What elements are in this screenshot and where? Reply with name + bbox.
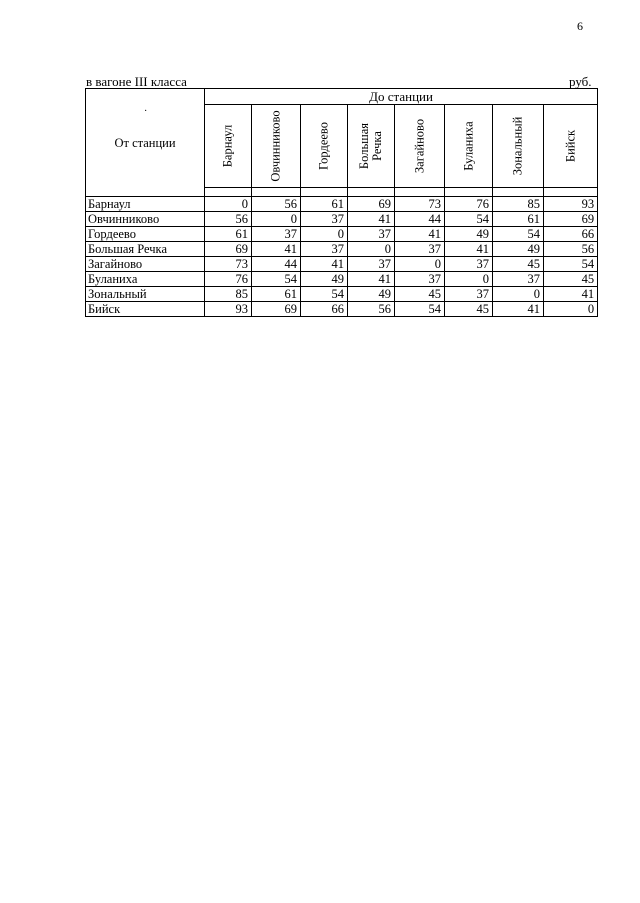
fare-cell: 37 <box>301 212 348 227</box>
fare-cell: 41 <box>301 257 348 272</box>
column-header-label: Большая Речка <box>357 122 384 170</box>
fare-cell: 41 <box>395 227 445 242</box>
fare-cell: 93 <box>544 197 598 212</box>
row-station-label: Загайново <box>86 257 205 272</box>
fare-cell: 61 <box>252 287 301 302</box>
spacer-cell <box>301 188 348 197</box>
fare-cell: 37 <box>301 242 348 257</box>
header-dot-mark: · <box>144 106 148 117</box>
fare-cell: 45 <box>493 257 544 272</box>
column-header <box>348 105 395 188</box>
table-row <box>86 197 598 212</box>
fare-cell: 0 <box>493 287 544 302</box>
fare-cell: 0 <box>301 227 348 242</box>
fare-cell: 93 <box>205 302 252 317</box>
fare-cell: 41 <box>348 212 395 227</box>
fare-cell: 44 <box>252 257 301 272</box>
fare-cell: 37 <box>445 257 493 272</box>
fare-cell: 61 <box>493 212 544 227</box>
fare-cell: 41 <box>493 302 544 317</box>
spacer-cell <box>252 188 301 197</box>
fare-cell: 61 <box>301 197 348 212</box>
fare-cell: 54 <box>445 212 493 227</box>
fare-cell: 69 <box>205 242 252 257</box>
fare-cell: 37 <box>395 242 445 257</box>
fare-cell: 66 <box>544 227 598 242</box>
fare-cell: 49 <box>493 242 544 257</box>
spacer-cell <box>348 188 395 197</box>
table-row <box>86 257 598 272</box>
column-header <box>445 105 493 188</box>
row-station-label: Зональный <box>86 287 205 302</box>
fare-cell: 49 <box>445 227 493 242</box>
column-header-label: Барнаул <box>220 124 235 168</box>
fare-cell: 37 <box>348 227 395 242</box>
column-header <box>395 105 445 188</box>
fare-cell: 54 <box>544 257 598 272</box>
fare-cell: 69 <box>252 302 301 317</box>
fare-cell: 54 <box>252 272 301 287</box>
from-station-header <box>86 89 205 197</box>
fare-cell: 76 <box>445 197 493 212</box>
fare-cell: 44 <box>395 212 445 227</box>
fare-cell: 69 <box>348 197 395 212</box>
fare-cell: 41 <box>445 242 493 257</box>
fare-cell: 54 <box>301 287 348 302</box>
fare-cell: 45 <box>445 302 493 317</box>
row-station-label: Барнаул <box>86 197 205 212</box>
currency-unit: руб. <box>569 74 592 89</box>
page-number: 6 <box>577 19 583 33</box>
row-station-label: Буланиха <box>86 272 205 287</box>
table-row <box>86 227 598 242</box>
from-station-header-label: От станции <box>114 135 176 150</box>
fare-cell: 41 <box>348 272 395 287</box>
fare-cell: 76 <box>205 272 252 287</box>
fare-cell: 49 <box>301 272 348 287</box>
fare-cell: 0 <box>395 257 445 272</box>
fare-cell: 73 <box>395 197 445 212</box>
table-row <box>86 302 598 317</box>
column-header-label: Гордеево <box>316 122 331 170</box>
fare-cell: 45 <box>544 272 598 287</box>
table-row <box>86 212 598 227</box>
column-header <box>544 105 598 188</box>
fare-cell: 37 <box>493 272 544 287</box>
fare-cell: 61 <box>205 227 252 242</box>
fare-cell: 69 <box>544 212 598 227</box>
column-header <box>301 105 348 188</box>
fare-table <box>85 88 598 317</box>
spacer-cell <box>205 188 252 197</box>
column-header <box>252 105 301 188</box>
row-station-label: Бийск <box>86 302 205 317</box>
column-header-label: Овчинниково <box>268 110 283 182</box>
spacer-cell <box>445 188 493 197</box>
fare-cell: 66 <box>301 302 348 317</box>
column-header-label: Бийск <box>563 129 578 163</box>
column-header-label: Буланиха <box>461 121 475 171</box>
spacer-cell <box>544 188 598 197</box>
column-header-label: Загайново <box>412 118 426 174</box>
to-station-header: До станции <box>205 89 598 105</box>
row-station-label: Большая Речка <box>86 242 205 257</box>
fare-cell: 37 <box>445 287 493 302</box>
fare-cell: 0 <box>348 242 395 257</box>
spacer-cell <box>395 188 445 197</box>
table-row <box>86 272 598 287</box>
fare-cell: 37 <box>395 272 445 287</box>
row-station-label: Гордеево <box>86 227 205 242</box>
column-header <box>493 105 544 188</box>
fare-cell: 56 <box>348 302 395 317</box>
fare-cell: 0 <box>205 197 252 212</box>
fare-cell: 49 <box>348 287 395 302</box>
fare-cell: 56 <box>205 212 252 227</box>
fare-cell: 85 <box>493 197 544 212</box>
table-row <box>86 287 598 302</box>
fare-cell: 56 <box>252 197 301 212</box>
column-header-label: Зональный <box>510 116 525 176</box>
table-caption: в вагоне III класса <box>86 74 187 89</box>
fare-cell: 37 <box>252 227 301 242</box>
column-header <box>205 105 252 188</box>
row-station-label: Овчинниково <box>86 212 205 227</box>
fare-cell: 41 <box>252 242 301 257</box>
spacer-cell <box>493 188 544 197</box>
fare-cell: 41 <box>544 287 598 302</box>
fare-cell: 56 <box>544 242 598 257</box>
fare-cell: 54 <box>395 302 445 317</box>
fare-cell: 73 <box>205 257 252 272</box>
table-row <box>86 242 598 257</box>
fare-cell: 54 <box>493 227 544 242</box>
fare-cell: 37 <box>348 257 395 272</box>
fare-cell: 45 <box>395 287 445 302</box>
fare-cell: 85 <box>205 287 252 302</box>
fare-cell: 0 <box>544 302 598 317</box>
fare-cell: 0 <box>252 212 301 227</box>
fare-cell: 0 <box>445 272 493 287</box>
